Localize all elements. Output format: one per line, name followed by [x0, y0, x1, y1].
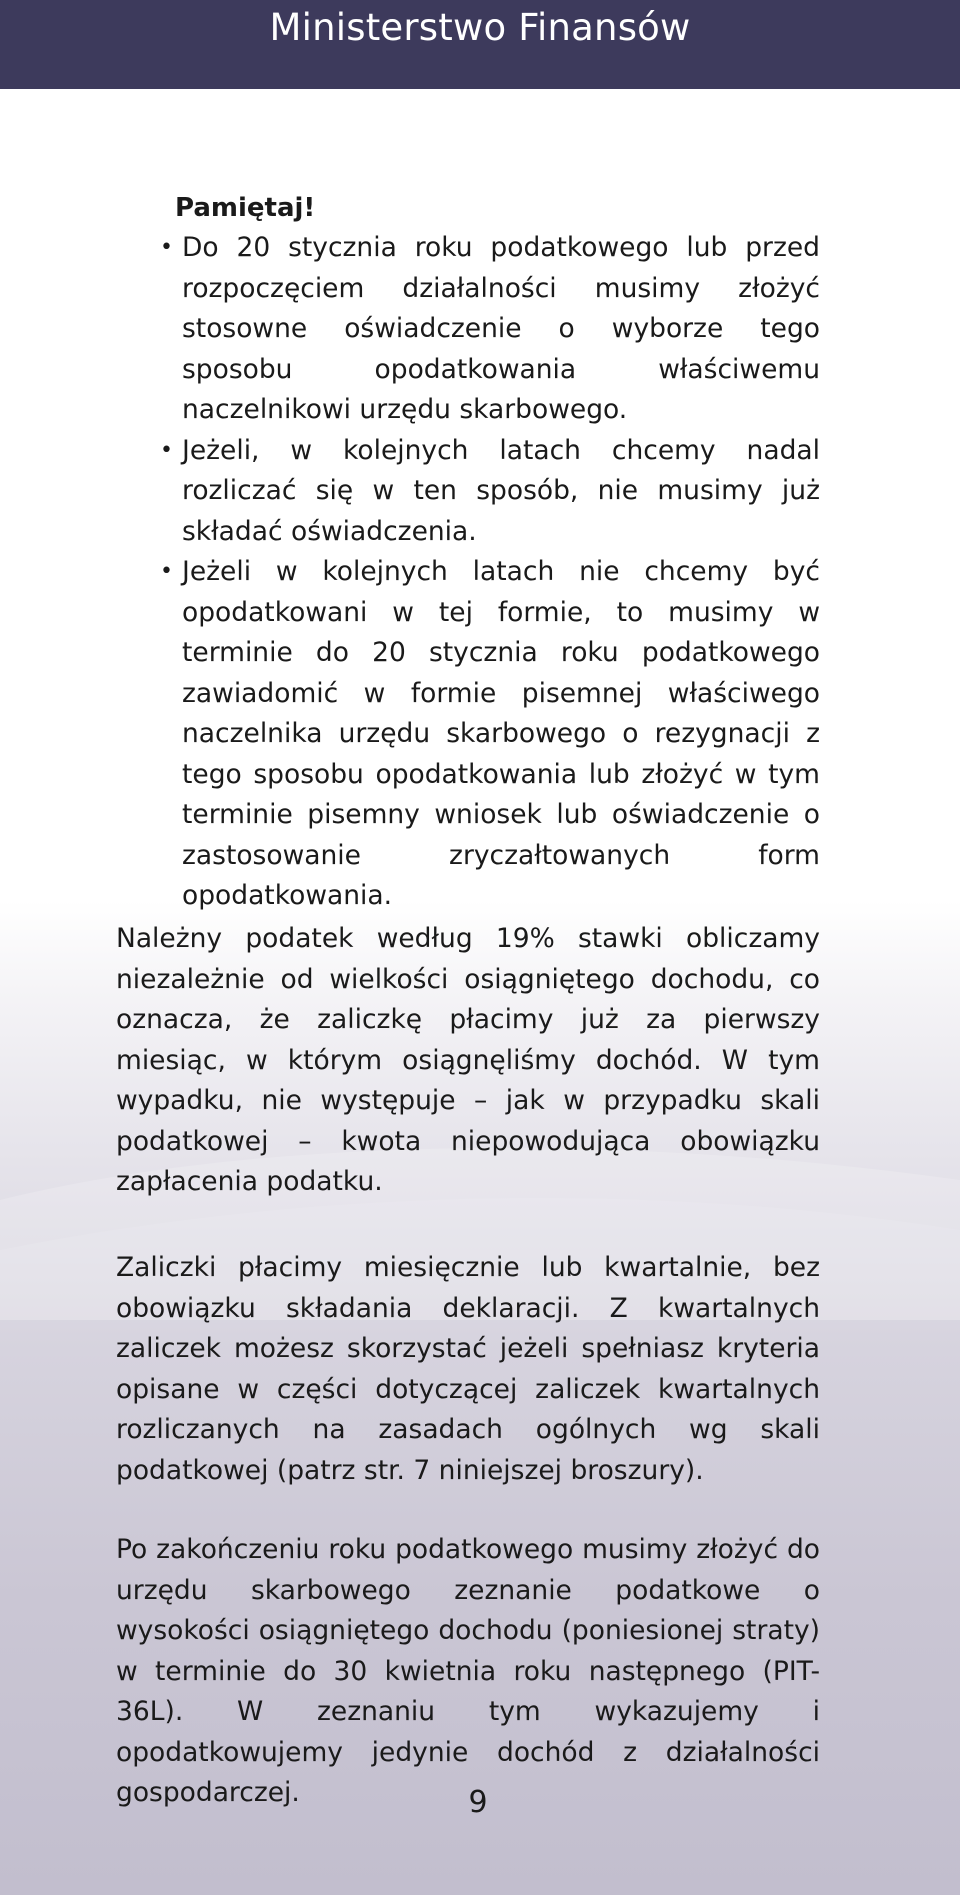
bullet-icon: • — [160, 235, 173, 260]
bullet-icon: • — [160, 559, 173, 584]
bullet-icon: • — [160, 437, 173, 463]
list-item — [160, 228, 820, 431]
list-item — [160, 431, 820, 553]
reminder-list — [160, 228, 820, 917]
header-title: Ministerstwo Finansów — [269, 6, 691, 49]
list-item-text: Jeżeli w kolejnych latach nie chcemy być opodatkowani w tej formie, to musimy w terminie do 20 stycznia roku podatkowego zawiadomić w formie pisemnej właściwego naczelnika urzędu skarbowego o rezygnacji z tego sposobu opodatkowania lub złożyć w tym terminie pisemny wniosek lub oświadczenie o zastosowanie zryczałtowanych form opodatkowania. — [182, 556, 820, 911]
page-header — [0, 0, 960, 89]
list-item-text: Jeżeli, w kolejnych latach chcemy nadal rozliczać się w ten sposób, nie musimy już składać oświadczenia. — [182, 434, 820, 547]
paragraph-annual-return: Po zakończeniu roku podatkowego musimy złożyć do urzędu skarbowego zeznanie podatkowe o wysokości osiągniętego dochodu (poniesionej straty) w terminie do 30 kwietnia roku następnego (PIT-36L). W zeznaniu tym wykazujemy i opodatkowujemy jedynie dochód z działalności gospodarczej. — [116, 1534, 820, 1808]
paragraph-advances: Zaliczki płacimy miesięcznie lub kwartalnie, bez obowiązku składania deklaracji. Z kwartalnych zaliczek możesz skorzystać jeżeli spełniasz kryteria opisane w części dotyczącej zaliczek kwartalnych rozliczanych na zasadach ogólnych wg skali podatkowej (patrz str. 7 niniejszej broszury). — [116, 1252, 820, 1486]
page-number: 9 — [468, 1785, 488, 1820]
paragraph-tax-rate: Należny podatek według 19% stawki obliczamy niezależnie od wielkości osiągniętego dochodu, co oznacza, że zaliczkę płacimy już za pierwszy miesiąc, w którym osiągnęliśmy dochód. W tym wypadku, nie występuje – jak w przypadku skali podatkowej – kwota niepowodująca obowiązku zapłacenia podatku. — [116, 923, 820, 1197]
list-item-text: Do 20 stycznia roku podatkowego lub przed rozpoczęciem działalności musimy złożyć stosowne oświadczenie o wyborze tego sposobu opodatkowania właściwemu naczelnikowi urzędu skarbowego. — [182, 232, 820, 425]
reminder-heading: Pamiętaj! — [175, 193, 316, 223]
list-item — [160, 552, 820, 917]
